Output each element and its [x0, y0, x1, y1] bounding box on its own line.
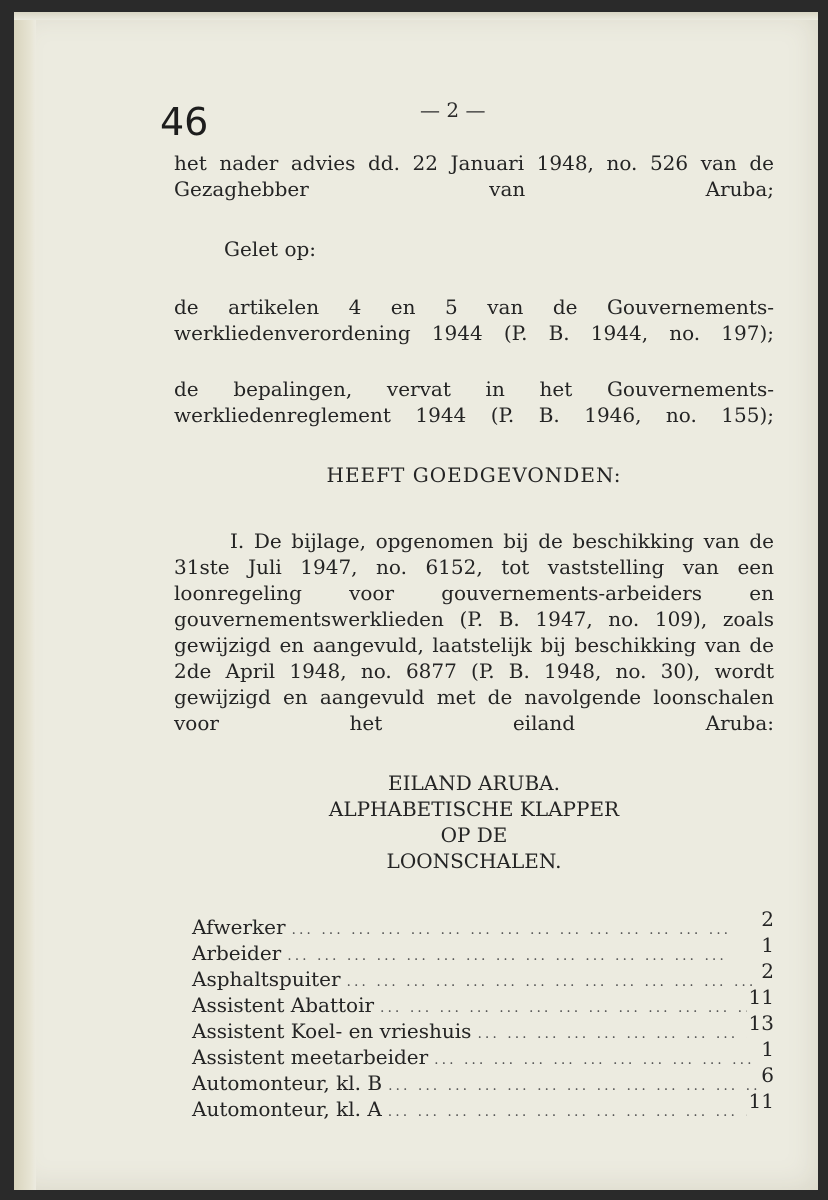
dot-leader: [477, 1021, 746, 1047]
page-top-edge: [14, 12, 818, 20]
heeft-goedgevonden-heading: HEEFT GOEDGEVONDEN:: [326, 463, 622, 487]
index-entry: [192, 1011, 774, 1044]
dot-leader: [347, 969, 760, 995]
index-entry-page: 11: [748, 1089, 774, 1113]
index-entry: [192, 907, 774, 940]
running-head: — 2 —: [420, 98, 486, 122]
index-entry: [192, 1089, 774, 1122]
index-entry-page: 11: [748, 985, 774, 1009]
index-entry-page: 1: [761, 933, 774, 957]
index-heading: [174, 770, 774, 874]
index-heading-line: OP DE: [440, 823, 508, 847]
dot-leader: [388, 1073, 759, 1099]
index-entry: [192, 985, 774, 1018]
dot-leader: [388, 1099, 747, 1125]
index-entry-label: Asphaltspuiter: [192, 967, 341, 991]
index-heading-line: LOONSCHALEN.: [386, 849, 562, 873]
index-entry: [192, 1037, 774, 1070]
dot-leader: [292, 917, 760, 943]
index-entry-label: Afwerker: [192, 915, 286, 939]
artikelen-paragraph: de artikelen 4 en 5 van de Gouvernements-werkliedenverordening 1944 (P. B. 1944, no. 197);: [174, 295, 774, 345]
loonschalen-index: [192, 907, 774, 1122]
article-i-paragraph: I. De bijlage, opgenomen bij de beschikking van de 31ste Juli 1947, no. 6152, tot vaststelling van een loonregeling voor gouvernements-arbeiders en gouvernementswerklieden (P. B. 1947, no. 109), zoals gewijzigd en aangevuld, laatstelijk bij beschikking van de 2de April 1948, no. 6877 (P. B. 1948, no. 30), wordt gewijzigd en aangevuld met de navolgende loonschalen voor het eiland Aruba:: [174, 529, 774, 735]
index-entry-label: Assistent Koel- en vrieshuis: [192, 1019, 472, 1043]
page-number: 46: [160, 100, 209, 144]
index-entry-label: Automonteur, kl. B: [192, 1071, 383, 1095]
index-heading-line: EILAND ARUBA.: [388, 771, 560, 795]
dot-leader: [434, 1047, 759, 1073]
intro-paragraph: het nader advies dd. 22 Januari 1948, no. 526 van de Gezaghebber van Aruba;: [174, 151, 774, 201]
dot-leader: [287, 943, 759, 969]
index-entry-page: 1: [761, 1037, 774, 1061]
index-entry-page: 2: [761, 907, 774, 931]
gelet-op-heading: Gelet op:: [224, 237, 317, 261]
document-body: [174, 150, 774, 1122]
index-entry-label: Assistent meetarbeider: [192, 1045, 429, 1069]
index-entry: [192, 933, 774, 966]
index-heading-line: ALPHABETISCHE KLAPPER: [328, 797, 620, 821]
index-entry-page: 2: [761, 959, 774, 983]
index-entry-label: Arbeider: [192, 941, 282, 965]
index-entry-page: 6: [761, 1063, 774, 1087]
bepalingen-paragraph: de bepalingen, vervat in het Gouvernements-werkliedenreglement 1944 (P. B. 1946, no. 155);: [174, 377, 774, 427]
page-gutter-shadow: [14, 12, 36, 1190]
index-entry: [192, 1063, 774, 1096]
index-entry-label: Assistent Abattoir: [192, 993, 375, 1017]
index-entry: [192, 959, 774, 992]
index-entry-page: 13: [748, 1011, 774, 1035]
index-entry-label: Automonteur, kl. A: [192, 1097, 382, 1121]
